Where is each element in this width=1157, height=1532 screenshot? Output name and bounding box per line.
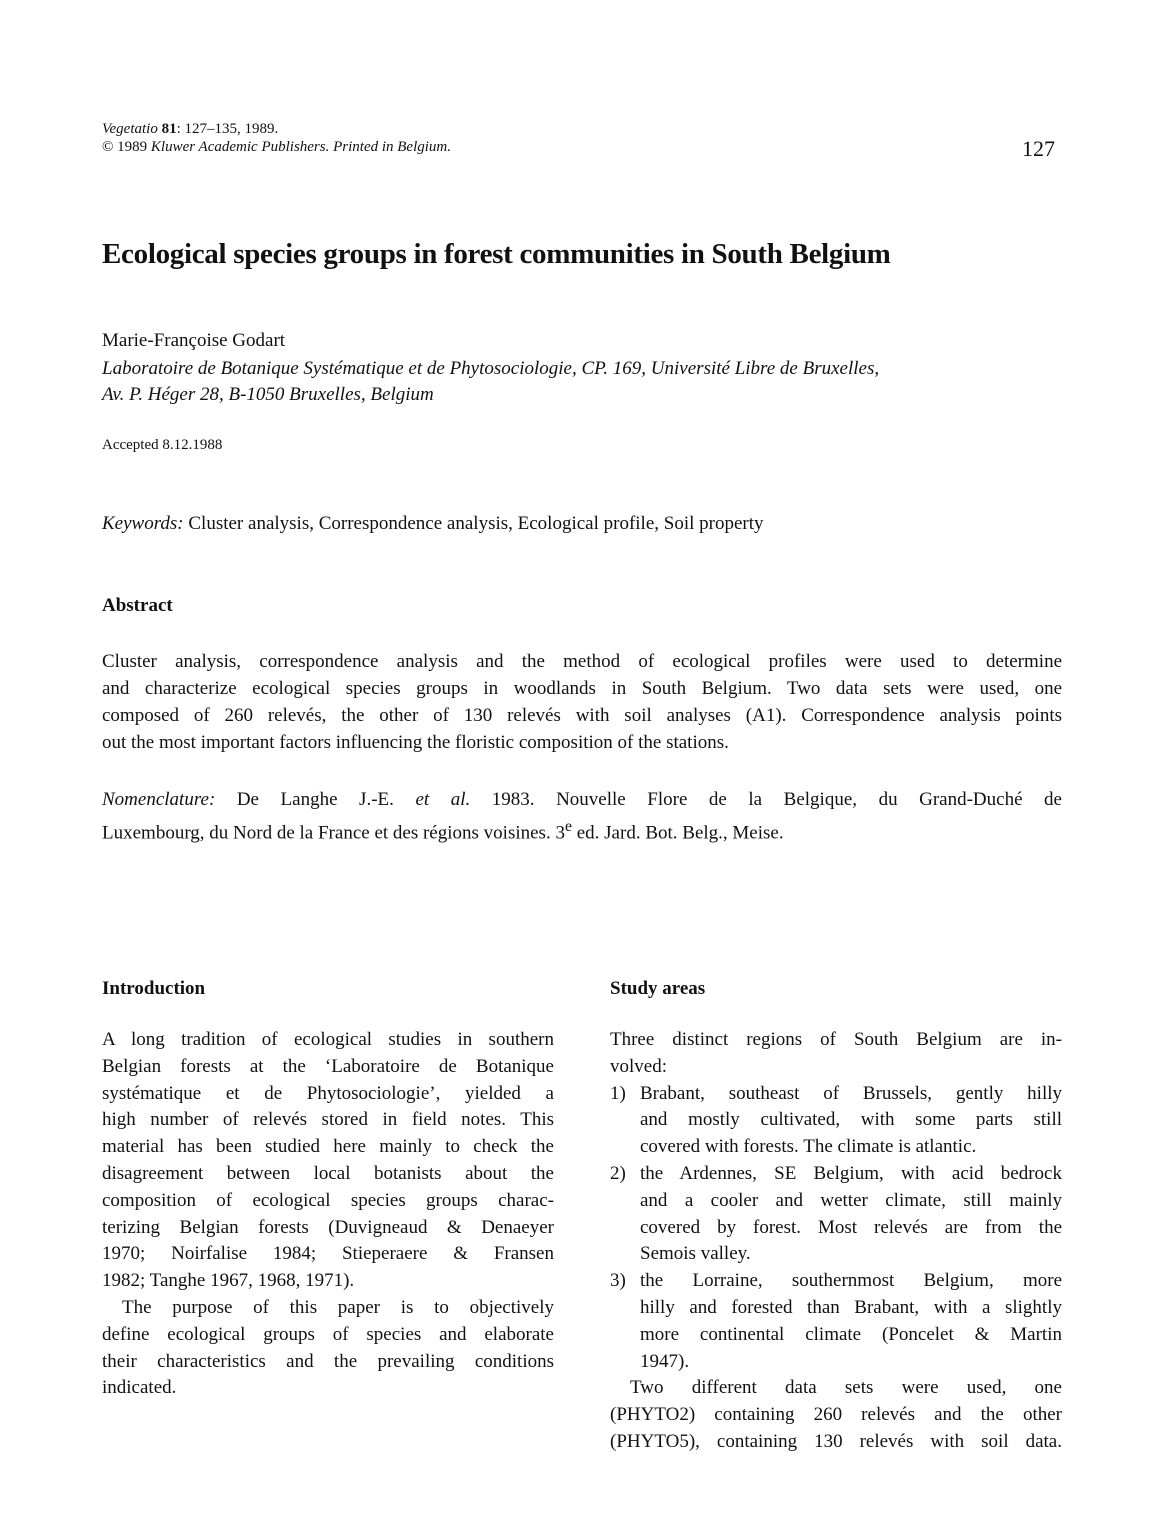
keywords <box>102 513 1062 535</box>
study-areas-paragraph <box>610 1375 1062 1455</box>
nomenclature-text: De Langhe J.-E. <box>215 789 416 810</box>
edition-superscript: e <box>564 818 572 835</box>
text-line: more continental climate (Poncelet & Martin <box>640 1323 1062 1345</box>
affiliation-line: Av. P. Héger 28, B-1050 Bruxelles, Belgium <box>102 384 434 405</box>
list-item <box>610 1161 1062 1268</box>
citation-line <box>102 120 1042 138</box>
text-line: composition of ecological species groups charac- <box>102 1189 554 1211</box>
list-number: 2) <box>610 1162 626 1184</box>
abstract-text <box>102 648 1062 756</box>
study-areas-section <box>610 977 1062 1456</box>
text-line: indicated. <box>102 1377 177 1399</box>
region-list <box>610 1081 1062 1376</box>
affiliation <box>102 356 1062 408</box>
affiliation-line: Laboratoire de Botanique Systématique et de Phytosociologie, CP. 169, Université Libre de Bruxelles, <box>102 358 880 379</box>
article-title: Ecological species groups in forest communities in South Belgium <box>102 238 891 270</box>
abstract-line: Cluster analysis, correspondence analysis and the method of ecological profiles were used to determine <box>102 651 1062 672</box>
study-areas-intro <box>610 1027 1062 1081</box>
abstract-line: out the most important factors influencing the floristic composition of the stations. <box>102 732 729 753</box>
text-line: disagreement between local botanists about the <box>102 1162 554 1184</box>
journal-header <box>102 120 1042 156</box>
nomenclature-etal: et al. <box>415 789 471 810</box>
nomenclature-line <box>102 813 1062 846</box>
text-line: the Lorraine, southernmost Belgium, more <box>640 1270 1062 1292</box>
text-line: Two different data sets were used, one <box>630 1377 1062 1399</box>
text-line: A long tradition of ecological studies in southern <box>102 1029 554 1050</box>
list-number: 1) <box>610 1082 626 1104</box>
study-areas-heading: Study areas <box>610 978 706 999</box>
text-line: covered by forest. Most relevés are from the <box>640 1216 1062 1238</box>
introduction-section <box>102 977 554 1402</box>
nomenclature-text: ed. Jard. Bot. Belg., Meise. <box>571 822 784 844</box>
nomenclature-label: Nomenclature: <box>102 789 216 810</box>
journal-pages: : 127–135, 1989. <box>176 121 279 137</box>
text-line: 1970; Noirfalise 1984; Stieperaere & Fransen <box>102 1243 554 1265</box>
introduction-heading: Introduction <box>102 978 206 999</box>
text-line: The purpose of this paper is to objectively <box>122 1296 554 1318</box>
copyright-year: © 1989 <box>102 139 151 155</box>
text-line: and mostly cultivated, with some parts still <box>640 1109 1062 1131</box>
nomenclature-text: 1983. Nouvelle Flore de la Belgique, du Grand-Duché de <box>470 789 1062 810</box>
journal-volume: 81 <box>161 121 177 137</box>
journal-name: Vegetatio <box>102 121 158 137</box>
text-line: systématique et de Phytosociologie’, yielded a <box>102 1082 554 1104</box>
accepted-date: Accepted 8.12.1988 <box>102 437 223 453</box>
text-line: material has been studied here mainly to check the <box>102 1136 554 1158</box>
page-number: 127 <box>1022 136 1055 161</box>
text-line: (PHYTO5), containing 130 relevés with soil data. <box>610 1430 1062 1452</box>
text-line: their characteristics and the prevailing conditions <box>102 1350 554 1372</box>
text-line: volved: <box>610 1055 667 1077</box>
introduction-paragraph <box>102 1027 554 1295</box>
text-line: Brabant, southeast of Brussels, gently hilly <box>640 1082 1062 1104</box>
text-line: high number of relevés stored in field notes. This <box>102 1109 554 1131</box>
text-line: terizing Belgian forests (Duvigneaud & Denaeyer <box>102 1216 554 1238</box>
abstract-line: and characterize ecological species groups in woodlands in South Belgium. Two data sets were used, one <box>102 678 1062 699</box>
abstract-line: composed of 260 relevés, the other of 130 relevés with soil analyses (A1). Correspondence analysis points <box>102 705 1062 726</box>
text-line: covered with forests. The climate is atlantic. <box>640 1136 977 1158</box>
keywords-label: Keywords: <box>102 513 184 534</box>
list-item <box>610 1268 1062 1375</box>
nomenclature-line <box>102 786 1062 813</box>
nomenclature <box>102 786 1062 846</box>
text-line: the Ardennes, SE Belgium, with acid bedrock <box>640 1162 1062 1184</box>
text-line: hilly and forested than Brabant, with a slightly <box>640 1296 1062 1318</box>
text-line: Semois valley. <box>640 1243 751 1265</box>
publisher: Kluwer Academic Publishers. Printed in Belgium. <box>150 139 452 155</box>
text-line: 1982; Tanghe 1967, 1968, 1971). <box>102 1270 355 1292</box>
text-line: Belgian forests at the ‘Laboratoire de Botanique <box>102 1055 554 1077</box>
text-line: (PHYTO2) containing 260 relevés and the other <box>610 1404 1062 1426</box>
author-name: Marie-Françoise Godart <box>102 330 286 351</box>
abstract-heading: Abstract <box>102 595 173 616</box>
text-line: Three distinct regions of South Belgium are in- <box>610 1029 1062 1050</box>
text-line: 1947). <box>640 1350 690 1372</box>
list-item <box>610 1081 1062 1161</box>
keywords-text: Cluster analysis, Correspondence analysis, Ecological profile, Soil property <box>188 513 764 534</box>
list-number: 3) <box>610 1270 626 1292</box>
copyright-line <box>102 138 1042 156</box>
introduction-paragraph <box>102 1295 554 1402</box>
text-line: and a cooler and wetter climate, still mainly <box>640 1189 1062 1211</box>
text-line: define ecological groups of species and elaborate <box>102 1323 554 1345</box>
nomenclature-text: Luxembourg, du Nord de la France et des régions voisines. 3 <box>102 822 565 844</box>
